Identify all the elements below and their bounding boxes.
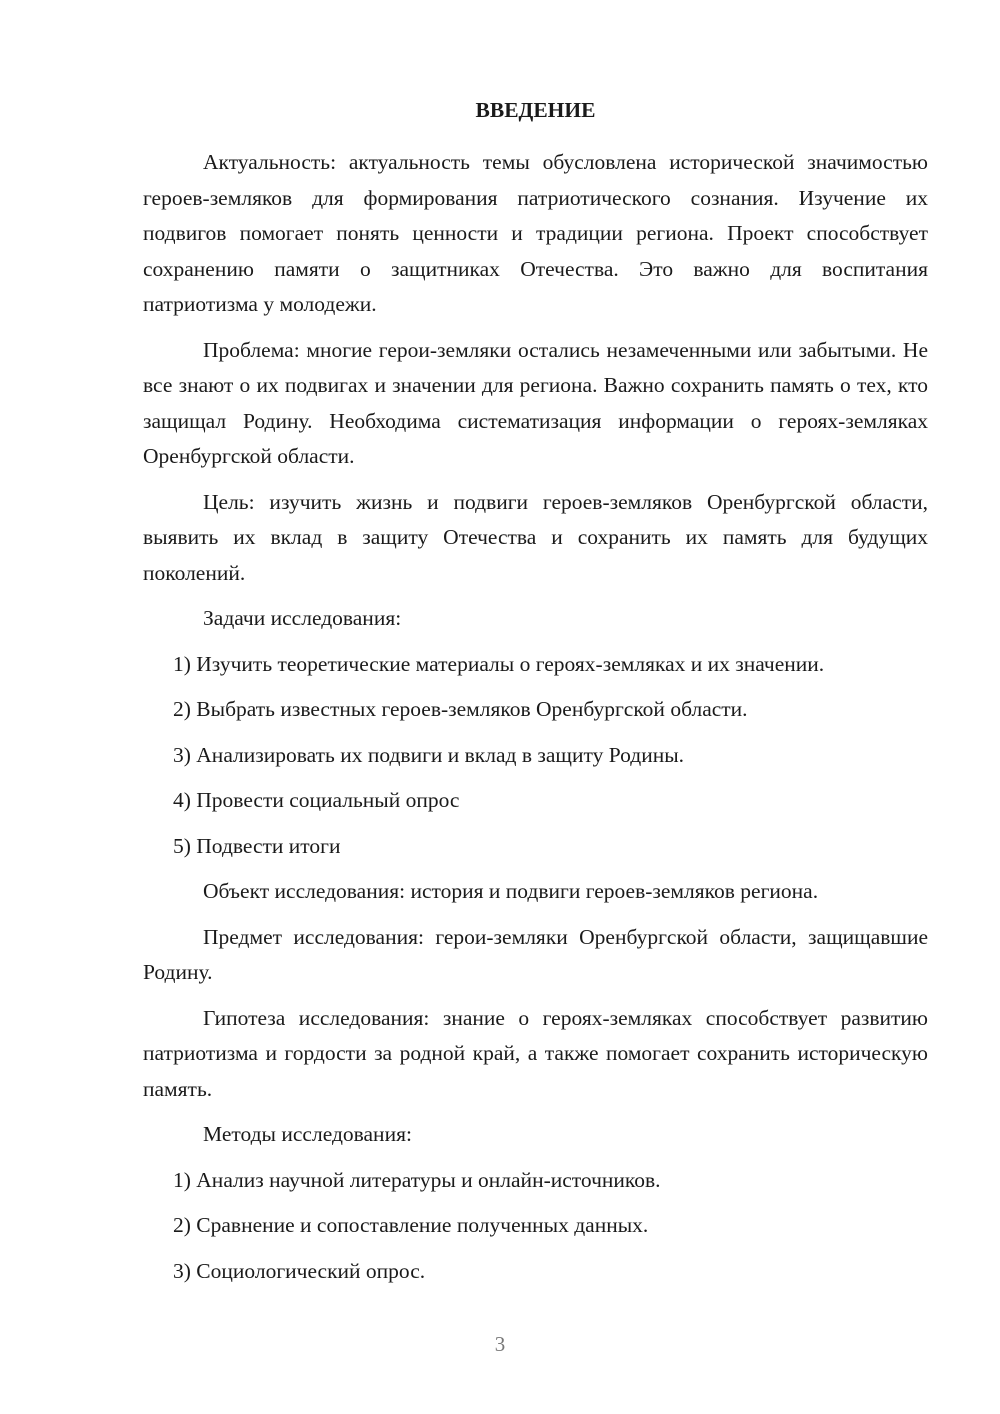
task-item: 1) Изучить теоретические материалы о героях-земляках и их значении. [173,651,825,676]
task-item: 5) Подвести итоги [173,833,341,858]
relevance-paragraph: Актуальность: актуальность темы обусловлена исторической значимостью героев-земляков для формирования патриотического сознания. Изучение их подвигов помогает понять ценности и традиции региона. Проект способствует сохранению памяти о защитниках Отечества. Это важно для воспитания патриотизма у молодежи. [143,150,928,316]
tasks-heading: Задачи исследования: [203,606,402,630]
task-item: 2) Выбрать известных героев-земляков Оренбургской области. [173,697,748,721]
method-item: 1) Анализ научной литературы и онлайн-источников. [173,1167,661,1192]
task-item: 3) Анализировать их подвиги и вклад в защиту Родины. [173,742,685,767]
document-page [143,94,928,1299]
method-item: 3) Социологический опрос. [173,1258,426,1283]
goal-paragraph: Цель: изучить жизнь и подвиги героев-земляков Оренбургской области, выявить их вклад в защиту Отечества и сохранить их память для будущих поколений. [143,489,928,585]
method-item: 2) Сравнение и сопоставление полученных данных. [173,1213,649,1237]
problem-paragraph: Проблема: многие герои-земляки остались незамеченными или забытыми. Не все знают о их подвигах и значении для региона. Важно сохранить память о тех, кто защищал Родину. Необходима систематизация информации о героях-земляках Оренбургской области. [143,337,928,468]
subject-paragraph: Предмет исследования: герои-земляки Оренбургской области, защищавшие Родину. [143,924,928,984]
methods-heading: Методы исследования: [203,1122,412,1146]
object-paragraph: Объект исследования: история и подвиги героев-земляков региона. [203,879,819,903]
task-item: 4) Провести социальный опрос [173,788,460,812]
section-title: ВВЕДЕНИЕ [475,98,596,122]
page-number: 3 [494,1332,506,1356]
hypothesis-paragraph: Гипотеза исследования: знание о героях-земляках способствует развитию патриотизма и гордости за родной край, а также помогает сохранить историческую память. [143,1005,928,1101]
